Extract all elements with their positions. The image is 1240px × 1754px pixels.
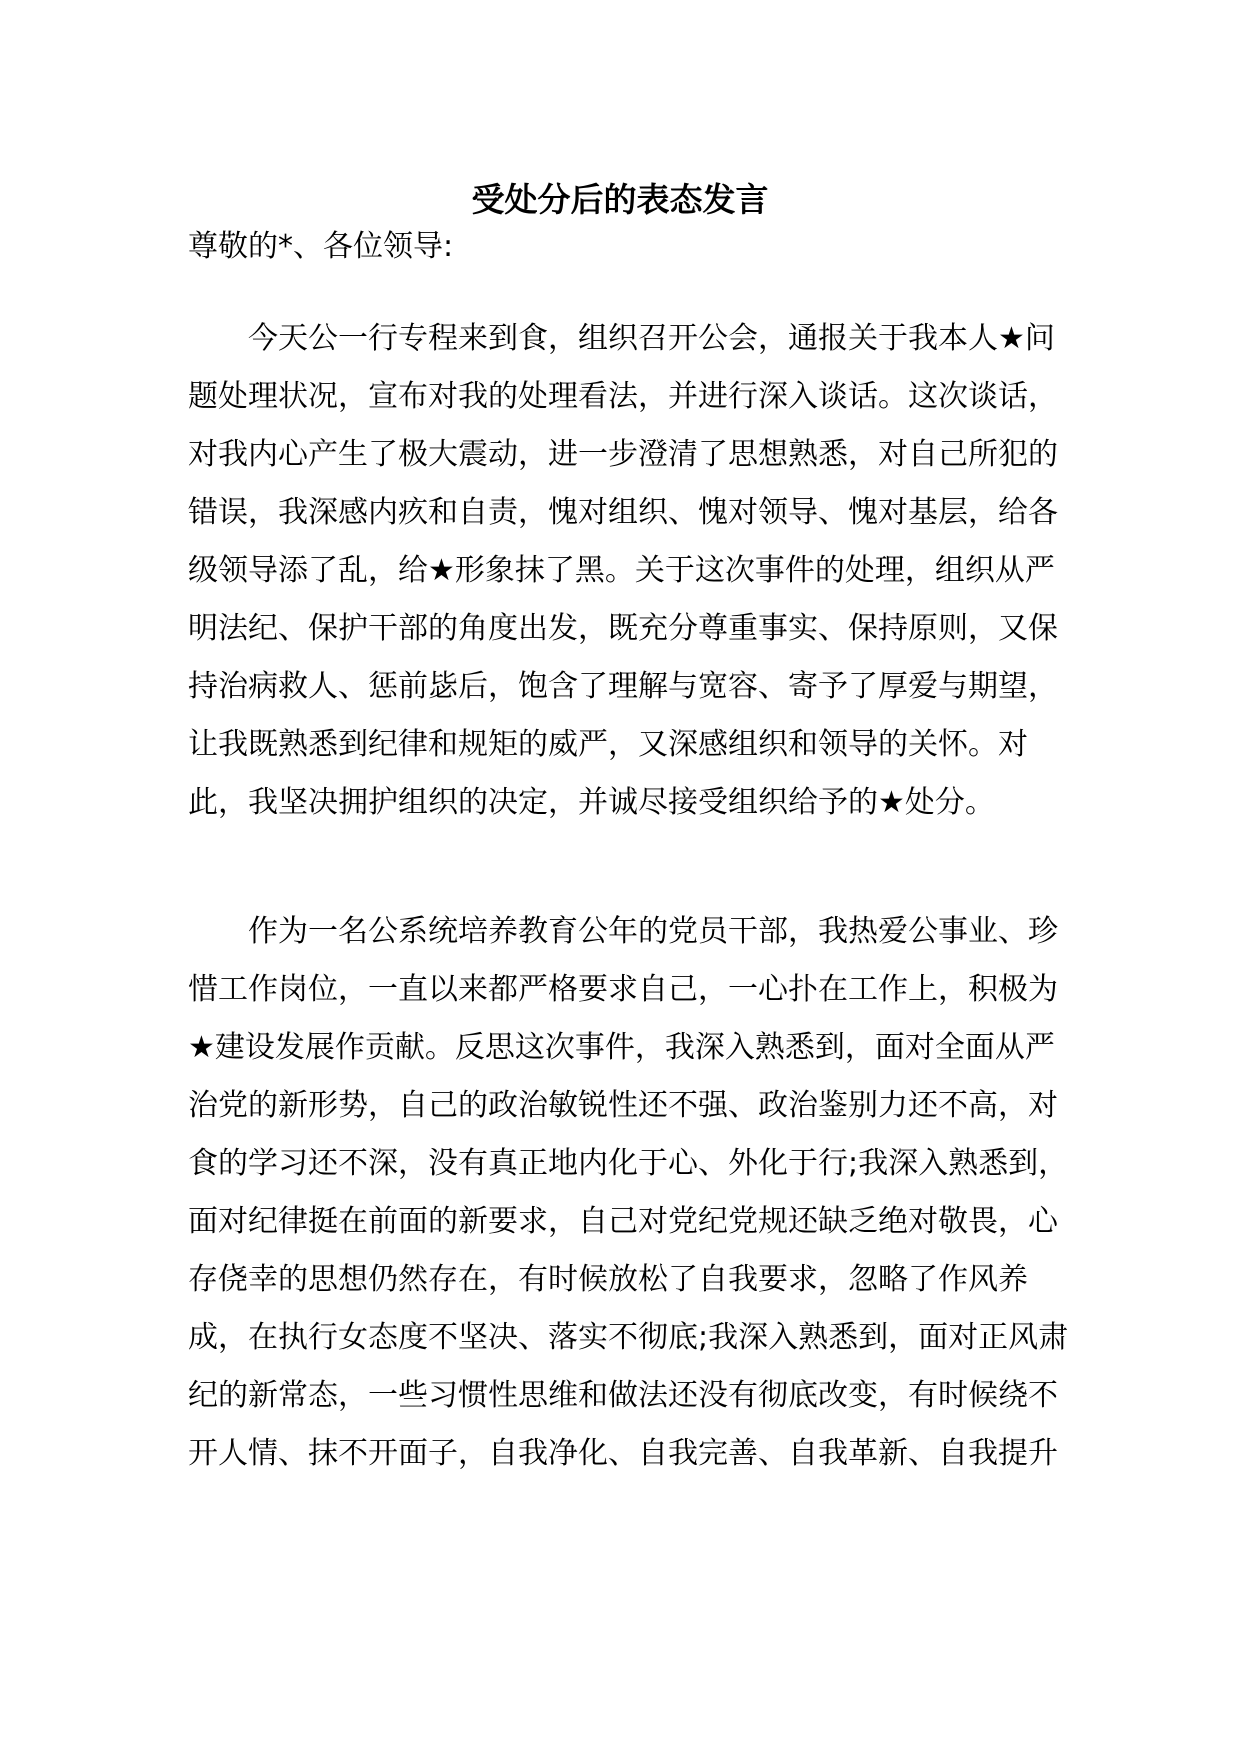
paragraph-line: 持治病救人、惩前毖后，饱含了理解与宽容、寄予了厚爱与期望，: [188, 669, 1058, 704]
paragraph-line: 面对纪律挺在前面的新要求，自己对党纪党规还缺乏绝对敬畏，心: [188, 1204, 1058, 1239]
paragraph-line: 错误，我深感内疚和自责，愧对组织、愧对领导、愧对基层，给各: [188, 495, 1058, 530]
paragraph-line: 对我内心产生了极大震动，进一步澄清了思想熟悉，对自己所犯的: [188, 437, 1058, 472]
paragraph-line: 开人情、抹不开面子，自我净化、自我完善、自我革新、自我提升: [188, 1436, 1058, 1471]
paragraph-line: 纪的新常态，一些习惯性思维和做法还没有彻底改变，有时候绕不: [188, 1378, 1058, 1413]
paragraph-line: 让我既熟悉到纪律和规矩的威严，又深感组织和领导的关怀。对: [188, 727, 1028, 762]
paragraph-line: 明法纪、保护干部的角度出发，既充分尊重事实、保持原则，又保: [188, 611, 1058, 646]
paragraph-line: ★建设发展作贡献。反思这次事件，我深入熟悉到，面对全面从严: [188, 1030, 1055, 1065]
paragraph-line: 今天公一行专程来到食，组织召开公会，通报关于我本人★问: [248, 321, 1055, 356]
paragraph-line: 级领导添了乱，给★形象抹了黑。关于这次事件的处理，组织从严: [188, 553, 1055, 588]
paragraph-line: 存侥幸的思想仍然存在，有时候放松了自我要求，忽略了作风养: [188, 1262, 1028, 1297]
paragraph-line: 作为一名公系统培养教育公年的党员干部，我热爱公事业、珍: [248, 914, 1058, 949]
paragraph-line: 此，我坚决拥护组织的决定，并诚尽接受组织给予的★处分。: [188, 785, 995, 820]
paragraph-line: 题处理状况，宣布对我的处理看法，并进行深入谈话。这次谈话，: [188, 379, 1058, 414]
document-title: 受处分后的表态发言: [471, 180, 769, 219]
salutation: 尊敬的*、各位领导:: [188, 229, 454, 264]
paragraph-line: 食的学习还不深，没有真正地内化于心、外化于行;我深入熟悉到，: [188, 1146, 1069, 1181]
paragraph-line: 惜工作岗位，一直以来都严格要求自己，一心扑在工作上，积极为: [188, 972, 1058, 1007]
paragraph-line: 治党的新形势，自己的政治敏锐性还不强、政治鉴别力还不高，对: [188, 1088, 1058, 1123]
paragraph-line: 成，在执行女态度不坚决、落实不彻底;我深入熟悉到，面对正风肃: [188, 1320, 1069, 1355]
